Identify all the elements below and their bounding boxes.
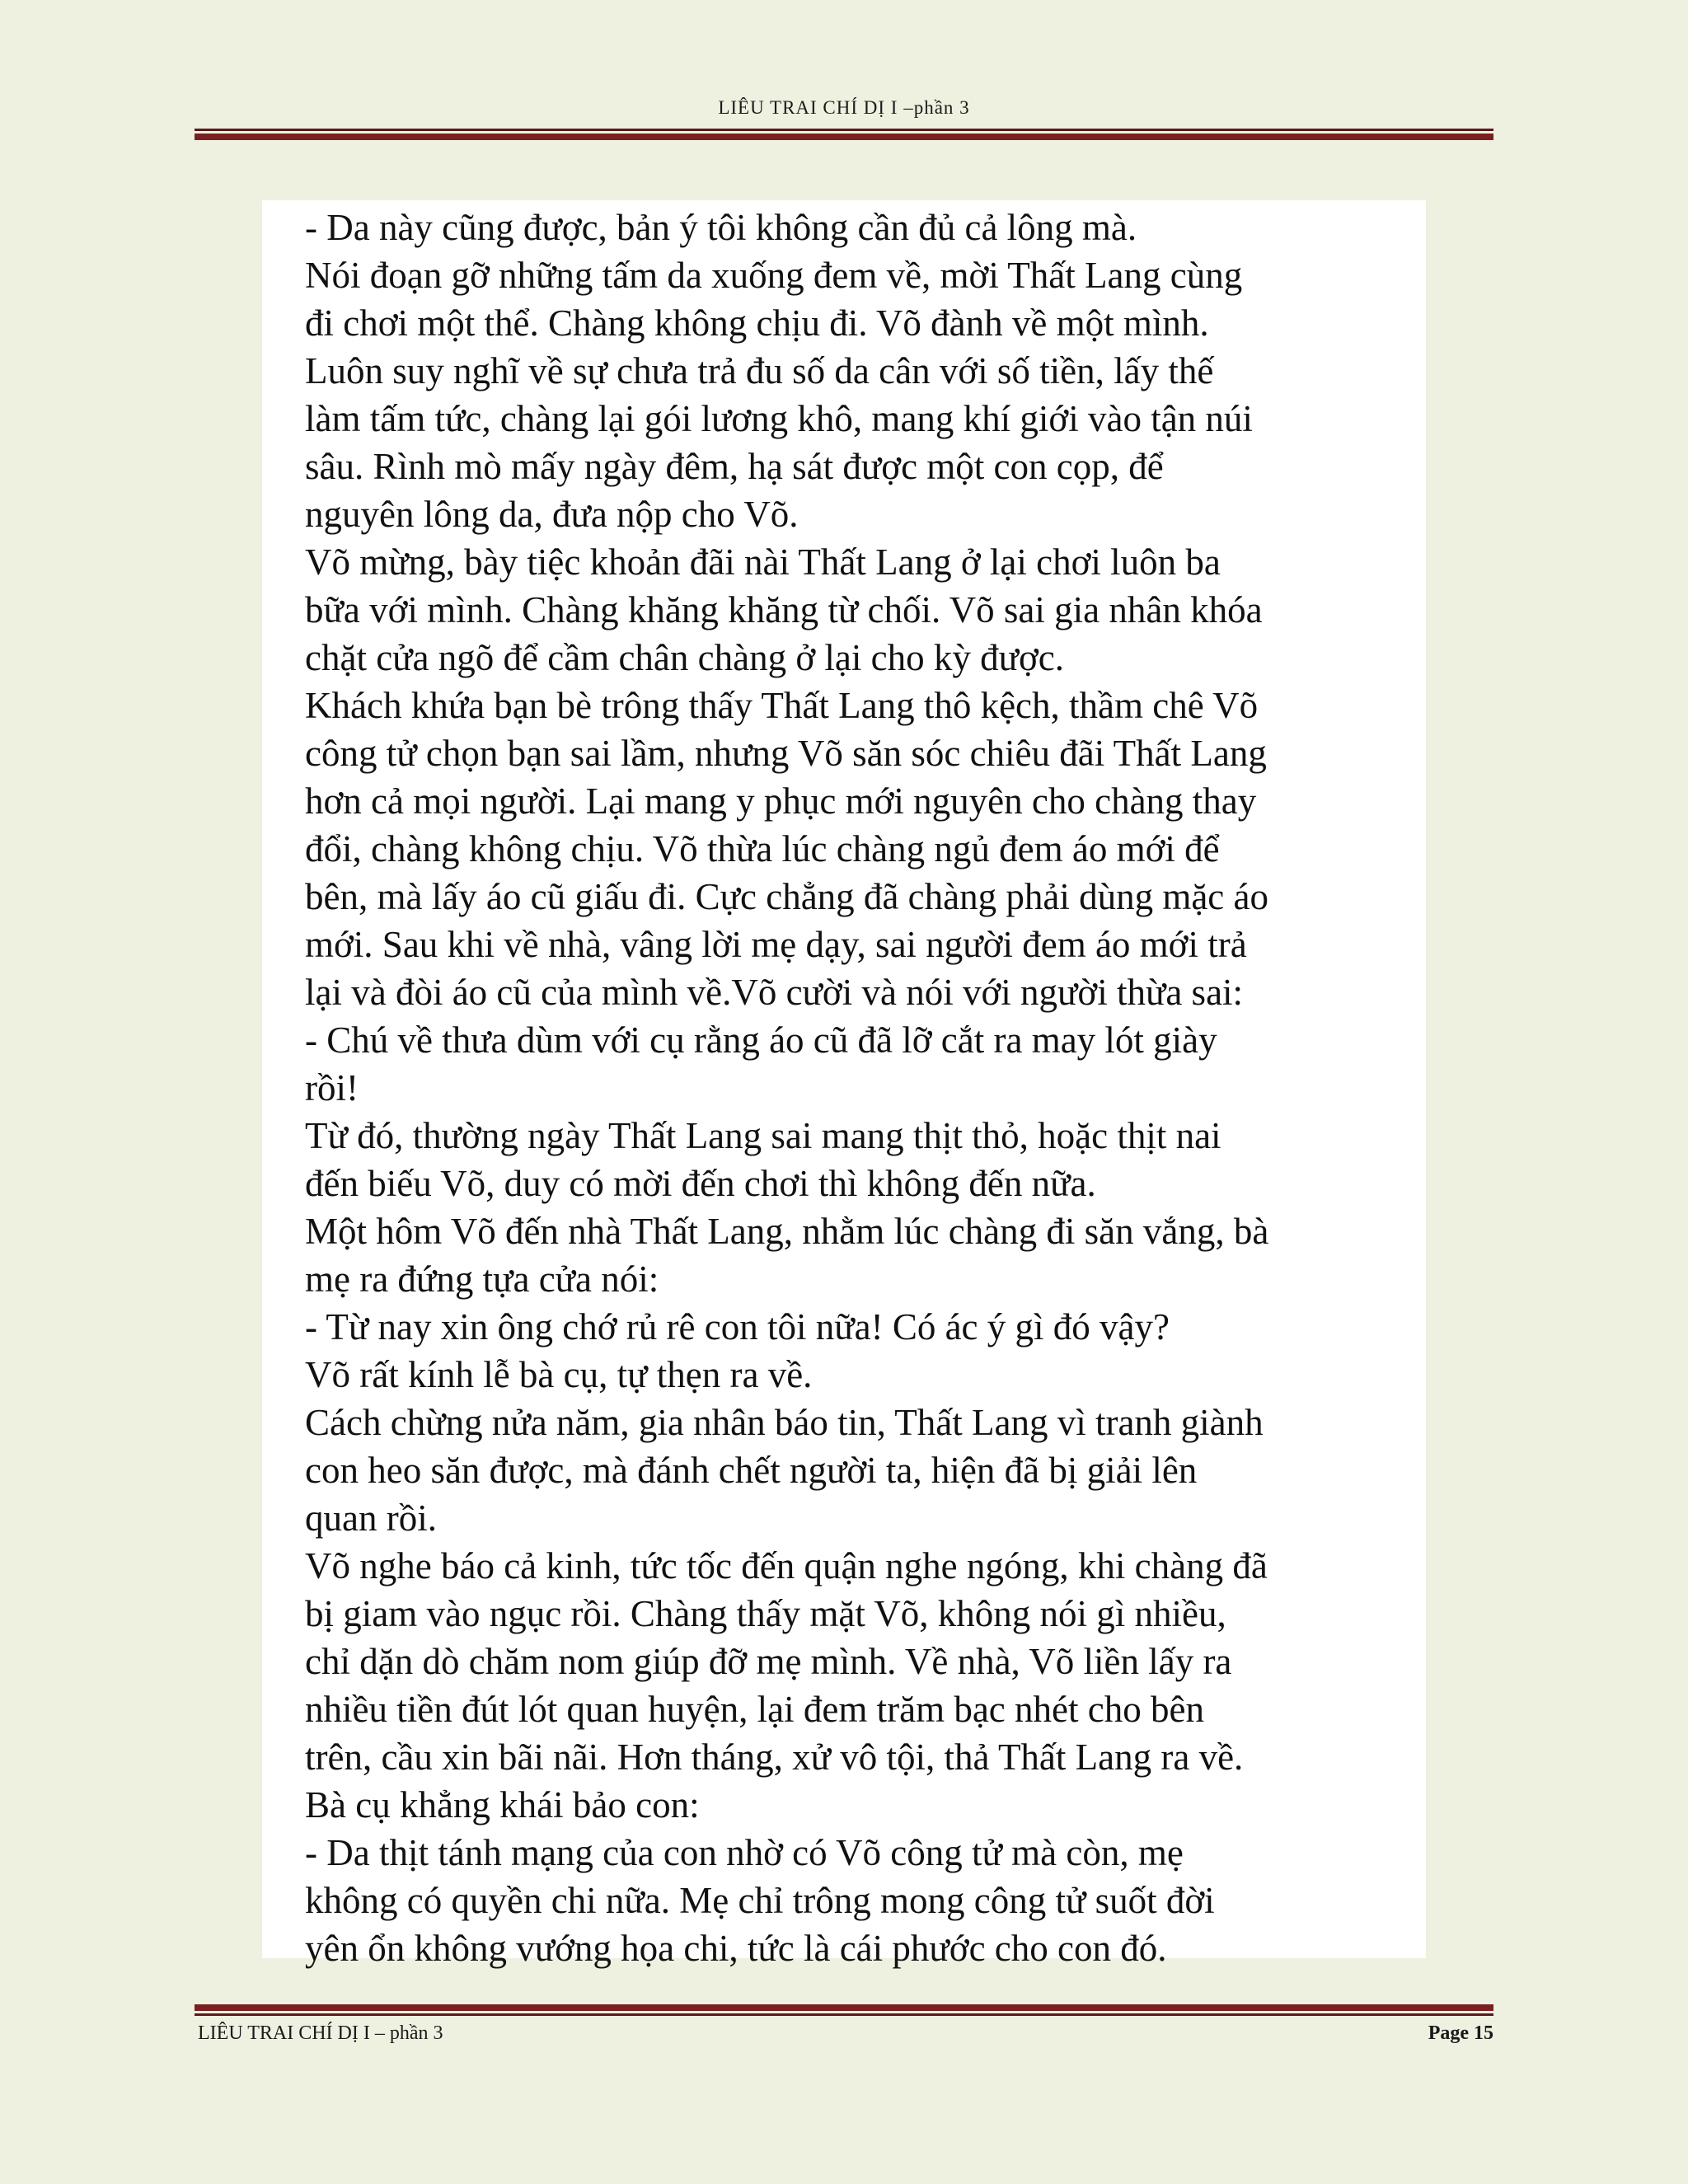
text-line: hơn cả mọi người. Lại mang y phục mới nguyên cho chàng thay bbox=[305, 780, 1257, 822]
text-line: - Da thịt tánh mạng của con nhờ có Võ công tử mà còn, mẹ bbox=[305, 1832, 1184, 1873]
text-line: Võ nghe báo cả kinh, tức tốc đến quận nghe ngóng, khi chàng đã bbox=[305, 1545, 1268, 1586]
text-line: Võ mừng, bày tiệc khoản đãi nài Thất Lang ở lại chơi luôn ba bbox=[305, 541, 1221, 583]
text-line: bị giam vào ngục rồi. Chàng thấy mặt Võ, không nói gì nhiều, bbox=[305, 1593, 1226, 1634]
header-title: LIÊU TRAI CHÍ DỊ I –phần 3 bbox=[718, 97, 970, 118]
footer-rule-thick bbox=[195, 2004, 1493, 2011]
text-line: mới. Sau khi về nhà, vâng lời mẹ dạy, sai người đem áo mới trả bbox=[305, 924, 1247, 965]
text-line: lại và đòi áo cũ của mình về.Võ cười và nói với người thừa sai: bbox=[305, 972, 1244, 1013]
text-line: Nói đoạn gỡ những tấm da xuống đem về, mời Thất Lang cùng bbox=[305, 255, 1243, 296]
text-line: bữa với mình. Chàng khăng khăng từ chối. Võ sai gia nhân khóa bbox=[305, 589, 1263, 630]
text-line: - Từ nay xin ông chớ rủ rê con tôi nữa! Có ác ý gì đó vậy? bbox=[305, 1306, 1170, 1347]
text-line: quan rồi. bbox=[305, 1497, 437, 1539]
text-line: Bà cụ khẳng khái bảo con: bbox=[305, 1784, 700, 1825]
footer-rule-thin bbox=[195, 2013, 1493, 2016]
text-line: đến biếu Võ, duy có mời đến chơi thì không đến nữa. bbox=[305, 1163, 1096, 1204]
text-line: Cách chừng nửa năm, gia nhân báo tin, Thất Lang vì tranh giành bbox=[305, 1402, 1264, 1443]
text-line: trên, cầu xin bãi nãi. Hơn tháng, xử vô tội, thả Thất Lang ra về. bbox=[305, 1736, 1244, 1778]
text-line: đổi, chàng không chịu. Võ thừa lúc chàng ngủ đem áo mới để bbox=[305, 828, 1220, 869]
text-line: chặt cửa ngõ để cầm chân chàng ở lại cho kỳ được. bbox=[305, 637, 1065, 678]
text-line: - Chú về thưa dùm với cụ rằng áo cũ đã lỡ cắt ra may lót giày bbox=[305, 1019, 1217, 1061]
text-line: bên, mà lấy áo cũ giấu đi. Cực chẳng đã chàng phải dùng mặc áo bbox=[305, 876, 1268, 917]
text-line: Từ đó, thường ngày Thất Lang sai mang thịt thỏ, hoặc thịt nai bbox=[305, 1115, 1221, 1156]
page-number: Page 15 bbox=[1428, 2022, 1493, 2044]
text-line: công tử chọn bạn sai lầm, nhưng Võ săn sóc chiêu đãi Thất Lang bbox=[305, 733, 1267, 774]
text-line: đi chơi một thể. Chàng không chịu đi. Võ đành về một mình. bbox=[305, 302, 1209, 344]
text-line: con heo săn được, mà đánh chết người ta, hiện đã bị giải lên bbox=[305, 1450, 1198, 1491]
text-line: mẹ ra đứng tựa cửa nói: bbox=[305, 1258, 659, 1300]
header-rule-thick bbox=[195, 134, 1493, 140]
body-lines bbox=[305, 200, 1406, 1972]
text-line: chỉ dặn dò chăm nom giúp đỡ mẹ mình. Về nhà, Võ liền lấy ra bbox=[305, 1641, 1232, 1682]
text-line: nhiều tiền đút lót quan huyện, lại đem trăm bạc nhét cho bên bbox=[305, 1689, 1204, 1730]
text-line: yên ổn không vướng họa chi, tức là cái phước cho con đó. bbox=[305, 1928, 1167, 1969]
text-line: Một hôm Võ đến nhà Thất Lang, nhằm lúc chàng đi săn vắng, bà bbox=[305, 1211, 1269, 1252]
text-line: nguyên lông da, đưa nộp cho Võ. bbox=[305, 494, 799, 535]
body-text-panel bbox=[262, 200, 1426, 1969]
text-line: làm tấm tức, chàng lại gói lương khô, mang khí giới vào tận núi bbox=[305, 398, 1253, 439]
text-line: rồi! bbox=[305, 1067, 359, 1108]
text-line: không có quyền chi nữa. Mẹ chỉ trông mong công tử suốt đời bbox=[305, 1880, 1215, 1921]
text-line: Khách khứa bạn bè trông thấy Thất Lang thô kệch, thầm chê Võ bbox=[305, 685, 1259, 726]
text-line: - Da này cũng được, bản ý tôi không cần đủ cả lông mà. bbox=[305, 207, 1137, 248]
footer-title: LIÊU TRAI CHÍ DỊ I – phần 3 bbox=[198, 2022, 443, 2044]
text-line: Võ rất kính lễ bà cụ, tự thẹn ra về. bbox=[305, 1354, 813, 1395]
header-rule-thin bbox=[195, 129, 1493, 131]
text-line: sâu. Rình mò mấy ngày đêm, hạ sát được một con cọp, để bbox=[305, 446, 1164, 487]
text-line: Luôn suy nghĩ về sự chưa trả đu số da cân với số tiền, lấy thế bbox=[305, 350, 1214, 391]
